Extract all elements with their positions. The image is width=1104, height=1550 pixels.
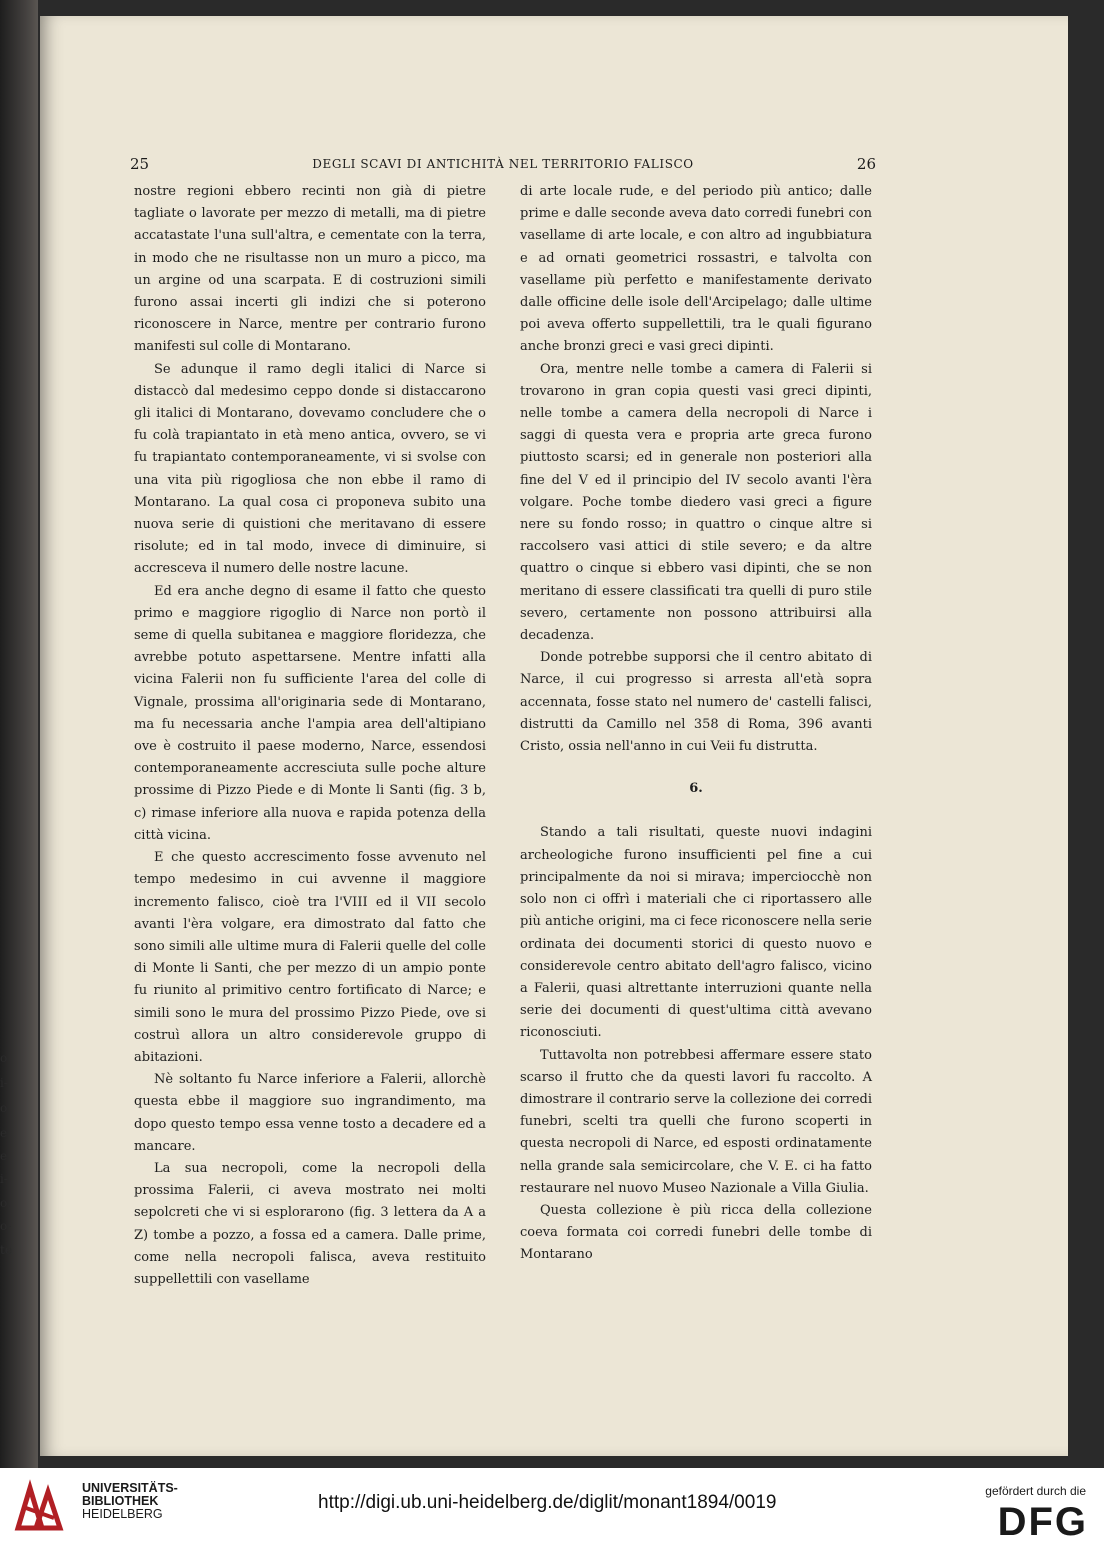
book-gutter (0, 0, 38, 1468)
paragraph: nostre regioni ebbero recinti non già di pietre tagliate o lavorate per mezzo di metalli, ma di pietre accatastate l'una sull'altra, e cementate con la terra, in modo che ne risultasse non un muro a picco, ma un argine od una scarpata. E di costruzioni simili furono assai incerti gli indizi che si poterono riconoscere in Narce, mentre per contrario furono manifesti sul colle di Montarano. (134, 184, 486, 355)
university-library-name (82, 1482, 178, 1521)
margin-fragment: o (0, 1051, 8, 1065)
paragraph: E che questo accrescimento fosse avvenuto nel tempo medesimo in cui avvenne il maggiore incremento falisco, cioè tra l'VIII ed il VII secolo avanti l'èra volgare, era dimostrato dal fatto che sono simili alle ultime mura di Falerii quelle del colle di Monte li Santi, che per mezzo di un ampio ponte fu riunito al primitivo centro fortificato di Narce; e simili sono le mura del prossimo Pizzo Piede, ove si costruì allora un altro considerevole gruppo di abitazioni. (134, 850, 486, 1065)
university-library-logo-icon (12, 1478, 72, 1538)
margin-fragment: e (0, 1149, 8, 1163)
paragraph: Ed era anche degno di esame il fatto che questo primo e maggiore rigoglio di Narce non portò il seme di quella subitanea e maggiore floridezza, che avrebbe potuto aspettarsene. Mentre infatti alla vicina Falerii non fu sufficiente l'area del colle di Vignale, prossima all'originaria sede di Montarano, ma fu necessaria anche l'ampia area dell'altipiano ove è costruito il paese moderno, Narce, essendosi contemporaneamente accresciuta sulle poche alture prossime di Pizzo Piede e di Monte li Santi (fig. 3 b, c) rimase inferiore alla nuova e rapida potenza della città vicina. (134, 583, 486, 843)
paragraph: Se adunque il ramo degli italici di Narce si distaccò dal medesimo ceppo donde si distaccarono gli italici di Montarano, dovevamo concludere che o fu colà trapiantato in età meno antica, ovvero, se vi fu trapiantato contemporaneamente, vi si svolse con una vita più rigogliosa che non ebbe il ramo di Montarano. La qual cosa ci proponeva subito una nuova serie di quistioni che meritavano di essere risolute; ed in tal modo, invece di diminuire, si accresceva il numero delle nostre lacune. (134, 361, 486, 577)
margin-fragment: i- (0, 1076, 8, 1090)
paragraph: Tuttavolta non potrebbesi affermare essere stato scarso il frutto che da questi lavori fu raccolto. A dimostrare il contrario serve la collezione dei corredi funebri, scelti tra quelli che furono scoperti in questa necropoli di Narce, ed esposti ordinatamente nella grande sala semicircolare, che V. E. ci ha fatto restaurare nel nuovo Museo Nazionale a Villa Giulia. (520, 1047, 872, 1196)
permalink-url[interactable]: http://digi.ub.uni-heidelberg.de/diglit/monant1894/0019 (318, 1492, 777, 1513)
margin-fragment: o (0, 1101, 8, 1115)
paragraph: Nè soltanto fu Narce inferiore a Falerii, allorchè questa ebbe il maggiore suo ingrandimento, ma dopo questo tempo essa venne tosto a decadere ed a mancare. (134, 1072, 486, 1154)
paragraph: di arte locale rude, e del periodo più antico; dalle prime e dalle seconde aveva dato corredi funebri con vasellame di arte locale, e con altro ad ingubbiatura e ad ornati geometrici rossastri, e talvolta con vasellame più perfetto e manifestamente derivato dalle officine delle isole dell'Arcipelago; dalle ultime poi aveva offerto suppellettili, tra le quali figurano anche bronzi greci e vasi greci dipinti. (520, 184, 872, 355)
library-line-2: BIBLIOTHEK (82, 1494, 159, 1508)
section-number: 6. (689, 781, 703, 797)
page-number-right: 26 (856, 155, 876, 173)
paragraph: Stando a tali risultati, queste nuovi indagini archeologiche furono insufficienti pel fine a cui principalmente da noi si mirava; imperciocchè non solo non ci offrì i materiali che ci riportassero alle più antiche origini, ma ci fece riconoscere nella serie ordinata dei documenti storici di questo nuovo e considerevole centro abitato dell'agro falisco, vicino a Falerii, quasi altrettante interruzioni quante nella serie dei documenti di quest'ultima città avevano riconosciuti. (520, 825, 872, 1041)
dfg-logo: DFG (997, 1500, 1088, 1544)
viewer-footer (0, 1468, 1104, 1550)
page-title: DEGLI SCAVI DI ANTICHITÀ NEL TERRITORIO FALISCO (312, 157, 694, 171)
margin-fragment: i- (0, 1172, 8, 1186)
text-column-right (520, 181, 872, 1267)
margin-fragment: e (0, 1126, 8, 1140)
margin-fragment: o. (0, 1196, 11, 1210)
margin-fragment: o- (0, 1219, 12, 1233)
paragraph: La sua necropoli, come la necropoli della prossima Falerii, ci aveva mostrato nei molti sepolcreti che vi si esplorarono (fig. 3 lettera da A a Z) tombe a pozzo, a fossa ed a camera. Dalle prime, come nella necropoli falisca, aveva restituito suppellettili con vasellame (134, 1160, 486, 1287)
library-line-1: UNIVERSITÄTS- (82, 1481, 178, 1495)
text-column-left (134, 181, 486, 1291)
page-number-left: 25 (130, 155, 150, 173)
running-head (130, 155, 876, 177)
paragraph: Ora, mentre nelle tombe a camera di Falerii si trovarono in gran copia questi vasi greci dipinti, nelle tombe a camera della necropoli di Narce i saggi di questa vera e propria arte greca furono piuttosto scarsi; ed in generale non posteriori alla fine del V ed il principio del IV secolo avanti l'èra volgare. Poche tombe diedero vasi greci a figure nere su fondo rosso; in quattro o cinque altre si raccolsero vasi attici di stile severo; e da altre quattro o cinque si ebbero vasi dipinti, che se non meritano di essere classificati tra quelli di puro stile severo, certamente non possono attribuirsi alla decadenza. (520, 361, 872, 644)
funding-label: gefördert durch die (985, 1484, 1086, 1498)
paragraph: Donde potrebbe supporsi che il centro abitato di Narce, il cui progresso si arresta all'età sopra accennata, fosse stato nel numero de' castelli falisci, distrutti da Camillo nel 358 di Roma, 396 avanti Cristo, ossia nell'anno in cui Veii fu distrutta. (520, 650, 872, 755)
margin-fragment: te (0, 1243, 12, 1257)
library-line-3: HEIDELBERG (82, 1507, 163, 1521)
paragraph: Questa collezione è più ricca della collezione coeva formata coi corredi funebri delle tombe di Montarano (520, 1202, 872, 1263)
